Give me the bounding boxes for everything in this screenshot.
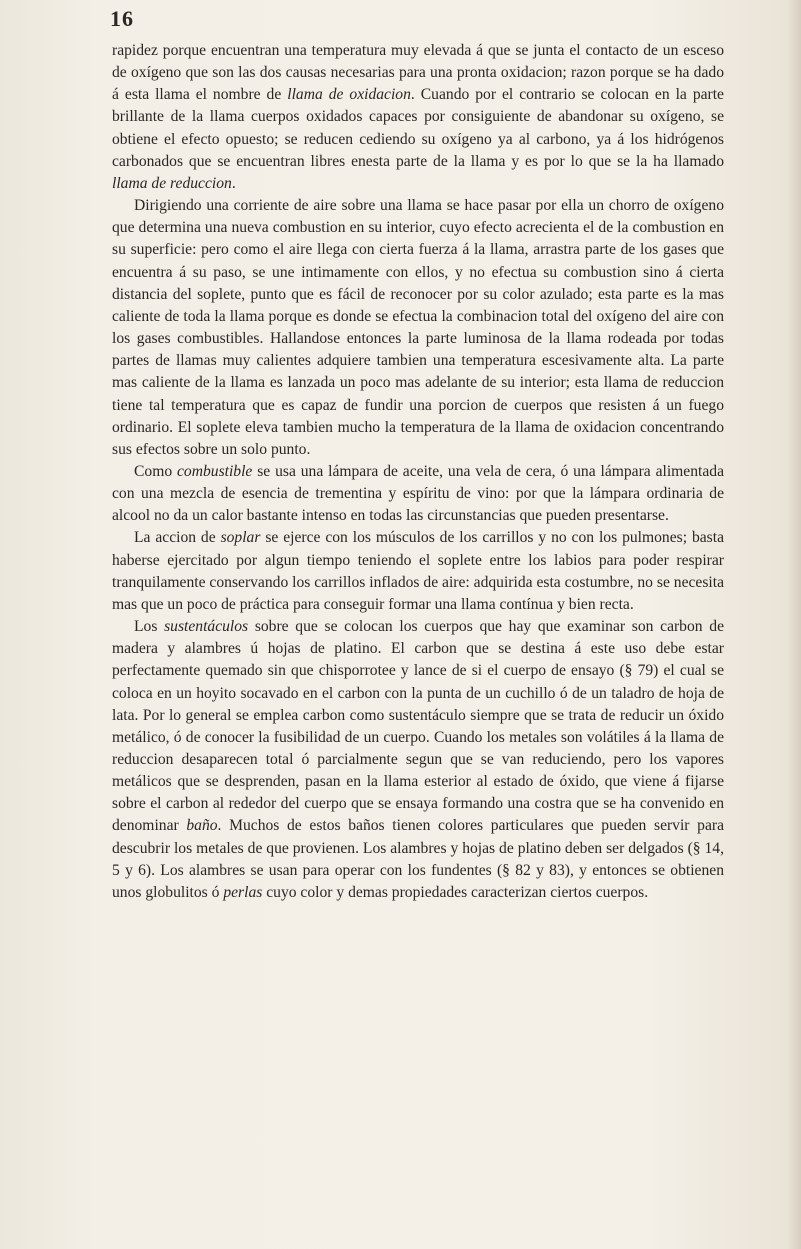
- paragraph-air-current: [112, 195, 724, 461]
- text-run: sobre que se colocan los cuerpos que hay que examinar son carbon de madera y alambres ú hojas de platino. El carbon que se destina á este uso debe estar perfectamente quemado sin que chisporrotee y lance de si el cuerpo de ensayo (§ 79) el cual se coloca en un hoyito socavado en el carbon con la punta de un cuchillo ó de un taladro de hoja de lata. Por lo general se emplea carbon como sustentáculo siempre que se trata de reducir un óxido metálico, ó de conocer la fusibilidad de un cuerpo. Cuando los metales son volátiles á la llama de reduccion desaparecen total ó parcialmente segun que se van reduciendo, pero los vapores metálicos que se desprenden, pasan en la llama esterior al estado de óxido, que viene á fijarse sobre el carbon al rededor del cuerpo que se ensaya formando una costra que se ha convenido en denominar: [112, 618, 724, 835]
- text-run: .: [231, 174, 236, 192]
- text-run: se usa una lámpara de aceite, una vela de cera, ó una lámpara alimentada con una mezcla de esencia de trementina y espíritu de vino: por que la lámpara ordinaria de alcool no da un calor bastante intenso en todas las circunstancias que pueden presentarse.: [112, 462, 724, 525]
- italic-term: combustible: [177, 462, 253, 480]
- page-edge-shadow: [787, 0, 801, 1249]
- text-run: La accion de: [134, 529, 221, 547]
- paragraph-supports: [112, 616, 724, 904]
- text-run: rapidez porque encuentran una temperatura muy elevada á que se junta el contacto de un esceso de oxígeno que son las dos causas necesarias para una pronta oxidacion; razon porque se ha dado á esta llama el nombre de: [112, 42, 724, 104]
- italic-term: llama de oxidacion: [287, 86, 411, 104]
- text-run: se ejerce con los músculos de los carrillos y no con los pulmones; basta haberse ejercitado por algun tiempo teniendo el soplete entre los labios para poder respirar tranquilamente conservando los carrillos inflados de aire: adquirida esta costumbre, no se necesita mas que un poco de práctica para conseguir formar una llama contínua y bien recta.: [112, 529, 724, 613]
- text-run: Como: [134, 462, 177, 480]
- text-run: Dirigiendo una corriente de aire sobre una llama se hace pasar por ella un chorro de oxígeno que determina una nueva combustion en su interior, cuyo efecto acrecienta el de la combustion en su superficie: pero como el aire llega con cierta fuerza á la llama, arrastra parte de los gases que encuentra á su paso, se une intimamente con ellos, y no efectua su combustion sino á cierta distancia del soplete, punto que es fácil de reconocer por su color azulado; esta parte es la mas caliente de toda la llama porque es donde se efectua la combinacion total del oxígeno del aire con los gases combustibles. Hallandose entonces la parte luminosa de la llama rodeada por todas partes de llamas muy calientes adquiere tambien una temperatura escesivamente alta. La parte mas caliente de la llama es lanzada un poco mas adelante de su interior; esta llama de reduccion tiene tal temperatura que es capaz de fundir una porcion de cuerpos que resisten á un fuego ordinario. El soplete eleva tambien mucho la temperatura de la llama de oxidacion concentrando sus efectos sobre un solo punto.: [112, 197, 724, 458]
- text-run: Los: [134, 618, 165, 636]
- paragraph-blowing: [112, 527, 724, 616]
- text-run: . Muchos de estos baños tienen colores particulares que pueden servir para descubrir los metales de que provienen. Los alambres y hojas de platino deben ser delgados (§ 14, 5 y 6). Los alambres se usan para operar con los fundentes (§ 82 y 83), y entonces se obtienen unos globulitos ó: [112, 817, 724, 901]
- italic-term: soplar: [220, 529, 261, 547]
- italic-term: llama de reduccion: [112, 174, 232, 192]
- italic-term: sustentáculos: [164, 618, 249, 636]
- paragraph-combustible: [112, 461, 724, 527]
- page-number: 16: [110, 6, 134, 31]
- page-body-text: [112, 40, 724, 904]
- text-run: cuyo color y demas propiedades caracterizan ciertos cuerpos.: [262, 883, 649, 901]
- italic-term: baño: [186, 817, 218, 835]
- italic-term: perlas: [223, 883, 263, 901]
- paragraph-oxidation-flame: [112, 40, 724, 195]
- text-run: . Cuando por el contrario se colocan en la parte brillante de la llama cuerpos oxidados capaces por consiguiente de abandonar su oxígeno, se obtiene el efecto opuesto; se reducen cediendo su oxígeno ya al carbono, ya á los hidrógenos carbonados que se encuentran libres enesta parte de la llama y es por lo que se la ha llamado: [112, 86, 724, 170]
